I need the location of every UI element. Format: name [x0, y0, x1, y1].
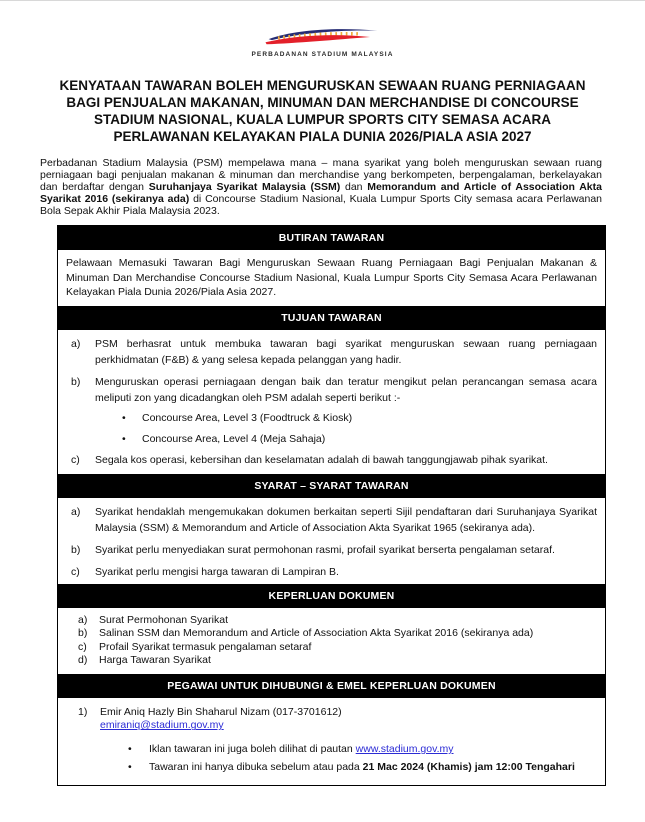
list-label: b): [71, 543, 81, 556]
syarat-content: [58, 498, 605, 584]
list-text: Syarikat perlu menyediakan surat permohonan rasmi, profail syarikat berserta pengalaman setaraf.: [95, 543, 555, 556]
intro-text-2: dan: [340, 181, 368, 194]
list-label: a): [71, 337, 81, 350]
list-text: Menguruskan operasi perniagaan dengan baik dan teratur mengikut pelan perancangan semasa acara meliputi zon yang dicadangkan oleh PSM adalah seperti berikut :-: [95, 375, 597, 404]
contact-email-link[interactable]: emiraniq@stadium.gov.my: [100, 719, 224, 732]
page-title: KENYATAAN TAWARAN BOLEH MENGURUSKAN SEWAAN RUANG PERNIAGAAN BAGI PENJUALAN MAKANAN, MINUMAN DAN MERCHANDISE DI CONCOURSE STADIUM NASIONAL, KUALA LUMPUR SPORTS CITY SEMASA ACARA PERLAWANAN KELAYAKAN PIALA DUNIA 2026/PIALA ASIA 2027: [59, 78, 586, 144]
list-label: 1): [78, 705, 88, 718]
bullet-text: Iklan tawaran ini juga boleh dilihat di pautan: [149, 742, 356, 755]
section-header-keperluan: KEPERLUAN DOKUMEN: [58, 584, 605, 608]
list-text: Syarikat hendaklah mengemukakan dokumen berkaitan seperti Sijil pendaftaran dari Suruhanjaya Syarikat Malaysia (SSM) & Memorandum and Article of Association Akta Syarikat 1965 (sekiranya ada).: [95, 505, 597, 534]
list-label: a): [78, 613, 88, 626]
list-text: Profail Syarikat termasuk pengalaman setaraf: [99, 640, 312, 653]
list-text: Surat Permohonan Syarikat: [99, 613, 228, 626]
spacer: [66, 733, 597, 741]
list-text: PSM berhasrat untuk membuka tawaran bagi syarikat menguruskan sewaan ruang perniagaan perkhidmatan (F&B) & yang selesa kepada pelanggan yang hadir.: [95, 337, 597, 366]
butiran-body: Pelawaan Memasuki Tawaran Bagi Menguruskan Sewaan Ruang Perniagaan Bagi Penjualan Makanan & Minuman Dan Merchandise Concourse Stadium Nasional, Kuala Lumpur Sports City Semasa Acara Perlawanan Kelayakan Piala Dunia 2026/Piala Asia 2027.: [58, 250, 605, 306]
bullet-item-iklan: [128, 741, 597, 757]
section-header-pegawai: PEGAWAI UNTUK DIHUBUNGI & EMEL KEPERLUAN DOKUMEN: [58, 674, 605, 698]
website-link[interactable]: www.stadium.gov.my: [355, 742, 454, 755]
section-header-tujuan: TUJUAN TAWARAN: [58, 306, 605, 330]
contact-block: [100, 706, 342, 733]
list-label: d): [78, 654, 88, 667]
bullet-item-level4: • Concourse Area, Level 4 (Meja Sahaja): [122, 431, 597, 447]
pegawai-content: [58, 698, 605, 785]
intro-text-1: Perbadanan Stadium Malaysia (PSM) mempelawa mana – mana syarikat yang boleh menguruskan sewaan ruang perniagaan bagi penjualan makanan & minuman dan merchandise yang berkompeten, berpengalaman, berkelayakan dan berdaftar dengan: [40, 157, 602, 194]
logo-wordmark: PERBADANAN STADIUM MALAYSIA: [251, 51, 394, 58]
list-label: b): [78, 627, 88, 640]
bullet-item-level3: • Concourse Area, Level 3 (Foodtruck & Kiosk): [122, 410, 597, 426]
list-item-dokumen-a: [66, 614, 597, 628]
list-item-dokumen-b: [66, 627, 597, 641]
bullet-text: Tawaran ini hanya dibuka sebelum atau pada: [149, 760, 363, 773]
list-item-tujuan-a: [66, 336, 597, 368]
list-label: a): [71, 505, 81, 518]
list-text: Syarikat perlu mengisi harga tawaran di Lampiran B.: [95, 565, 339, 578]
contact-name: Emir Aniq Hazly Bin Shaharul Nizam (017-3701612): [100, 705, 342, 718]
list-item-syarat-b: [66, 542, 597, 558]
list-item-dokumen-c: [66, 641, 597, 655]
list-label: c): [71, 453, 80, 466]
list-item-tujuan-b: [66, 374, 597, 406]
bullet-item-deadline: [128, 759, 597, 775]
list-item-syarat-a: [66, 504, 597, 536]
list-item-tujuan-c: [66, 452, 597, 468]
intro-paragraph: [40, 157, 602, 217]
stadium-swoosh-icon: [265, 26, 381, 49]
intro-text-3: di Concourse Stadium Nasional, Kuala Lumpur Sports City semasa acara Perlawanan Bola Sepak Akhir Piala Malaysia 2023.: [40, 193, 603, 218]
list-text: Salinan SSM dan Memorandum and Article of Association Akta Syarikat 2016 (sekiranya ada): [99, 627, 534, 640]
psm-logo: [0, 1, 645, 58]
section-header-syarat: SYARAT – SYARAT TAWARAN: [58, 474, 605, 498]
section-header-butiran: BUTIRAN TAWARAN: [58, 226, 605, 250]
list-label: c): [71, 565, 80, 578]
keperluan-content: [58, 608, 605, 674]
list-item-syarat-c: [66, 564, 597, 580]
list-text: Segala kos operasi, kebersihan dan keselamatan adalah di bawah tanggungjawab pihak syarikat.: [95, 453, 548, 466]
contact-item: [66, 706, 597, 733]
intro-bold-ssm: Suruhanjaya Syarikat Malaysia (SSM): [148, 181, 341, 194]
list-label: c): [78, 640, 87, 653]
tender-table: [57, 225, 606, 786]
list-label: b): [71, 375, 81, 388]
intro-bold-memorandum: Memorandum and Article of Association Akta Syarikat 2016 (sekiranya ada): [40, 181, 602, 206]
deadline-bold: 21 Mac 2024 (Khamis) jam 12:00 Tengahari: [362, 760, 575, 773]
list-text: Harga Tawaran Syarikat: [99, 654, 211, 667]
list-item-dokumen-d: [66, 654, 597, 668]
tujuan-content: [58, 330, 605, 474]
